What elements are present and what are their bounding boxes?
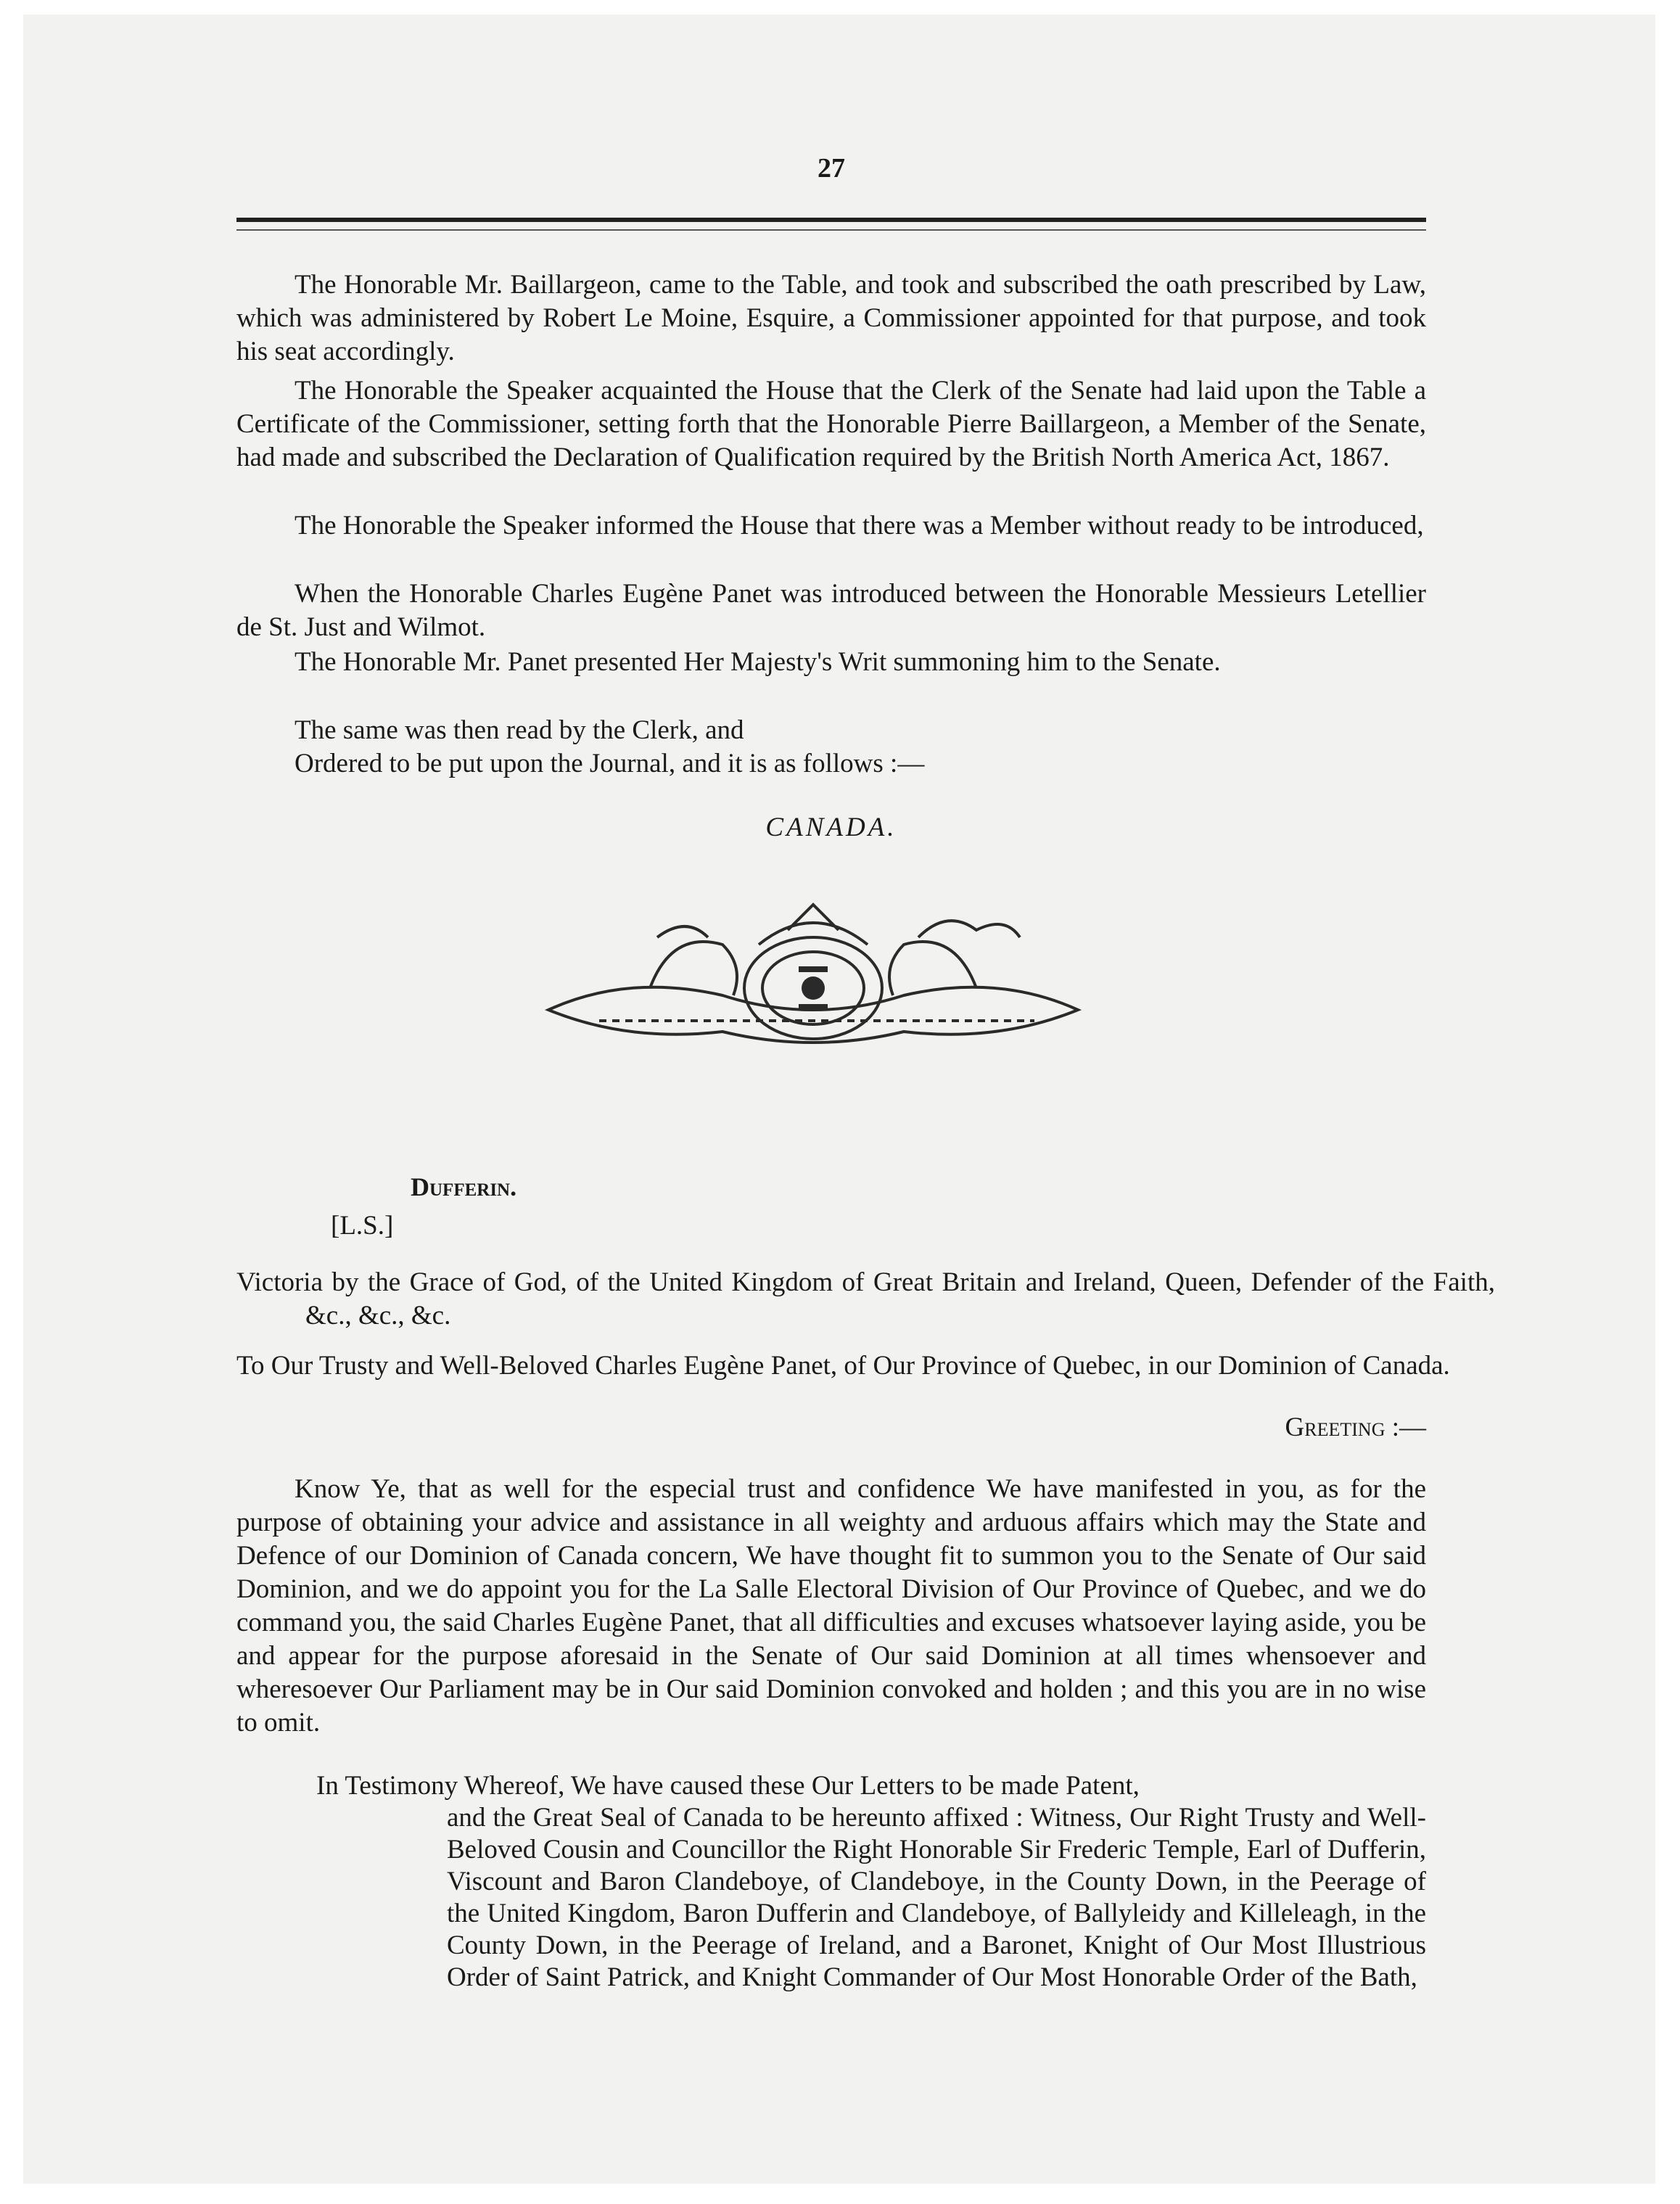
header-rule-thin	[236, 229, 1426, 231]
paragraph-certificate: The Honorable the Speaker acquainted the House that the Clerk of the Senate had laid upon the Table a Certificate of the Commissioner, setting forth that the Honorable Pierre Baillargeon, a Member of the Senate, had made and subscribed the Declaration of Qualification required by the British North America Act, 1867.	[236, 376, 1426, 472]
canada-heading: CANADA.	[765, 813, 897, 842]
paragraph-to-our: To Our Trusty and Well-Beloved Charles Eugène Panet, of Our Province of Quebec, in our Dominion of Canada.	[236, 1351, 1450, 1381]
paragraph-ordered: Ordered to be put upon the Journal, and it is as follows :—	[295, 749, 925, 778]
paragraph-oath: The Honorable Mr. Baillargeon, came to the Table, and took and subscribed the oath prescribed by Law, which was administered by Robert Le Moine, Esquire, a Commissioner appointed for that purpose, and took his seat accordingly.	[236, 270, 1426, 366]
seal-label: [L.S.]	[331, 1211, 394, 1241]
royal-coat-of-arms-icon	[541, 887, 1085, 1061]
signature-dufferin: Dufferin.	[411, 1172, 517, 1201]
greeting: Greeting :—	[1285, 1413, 1426, 1442]
testimony-block	[236, 1770, 1426, 1994]
testimony-lead: In Testimony Whereof, We have caused these Our Letters to be made Patent,	[316, 1771, 1140, 1801]
paragraph-know-ye: Know Ye, that as well for the especial trust and confidence We have manifested in you, as for the purpose of obtaining your advice and assistance in all weighty and arduous affairs which may the State and Defence of our Dominion of Canada concern, We have thought fit to summon you to the Senate of Our said Dominion, and we do appoint you for the La Salle Electoral Division of Our Province of Quebec, and we do command you, the said Charles Eugène Panet, that all difficulties and excuses whatsoever laying aside, you be and appear for the purpose aforesaid in the Senate of Our said Dominion at all times whensoever and wheresoever Our Parliament may be in Our said Dominion convoked and holden ; and this you are in no wise to omit.	[236, 1474, 1426, 1738]
testimony-rest: and the Great Seal of Canada to be hereunto affixed : Witness, Our Right Trusty and Well-Beloved Cousin and Councillor the Right Honorable Sir Frederic Temple, Earl of Dufferin, Viscount and Baron Clandeboye, of Clandeboye, in the County Down, in the Peerage of the United Kingdom, Baron Dufferin and Clandeboye, of Ballyleidy and Killeleagh, in the County Down, in the Peerage of Ireland, and a Baronet, Knight of Our Most Illustrious Order of Saint Patrick, and Knight Commander of Our Most Honorable Order of the Bath,	[447, 1803, 1426, 1992]
paragraph-member-without: The Honorable the Speaker informed the House that there was a Member without ready to be introduced,	[295, 511, 1424, 540]
paragraph-read: The same was then read by the Clerk, and	[295, 715, 744, 745]
paragraph-victoria: Victoria by the Grace of God, of the United Kingdom of Great Britain and Ireland, Queen, Defender of the Faith, &c., &c., &c.	[236, 1267, 1495, 1331]
page-number: 27	[818, 153, 845, 184]
paragraph-writ: The Honorable Mr. Panet presented Her Majesty's Writ summoning him to the Senate.	[295, 647, 1221, 677]
paragraph-introduced: When the Honorable Charles Eugène Panet was introduced between the Honorable Messieurs Letellier de St. Just and Wilmot.	[236, 579, 1426, 642]
header-rule	[236, 218, 1426, 222]
